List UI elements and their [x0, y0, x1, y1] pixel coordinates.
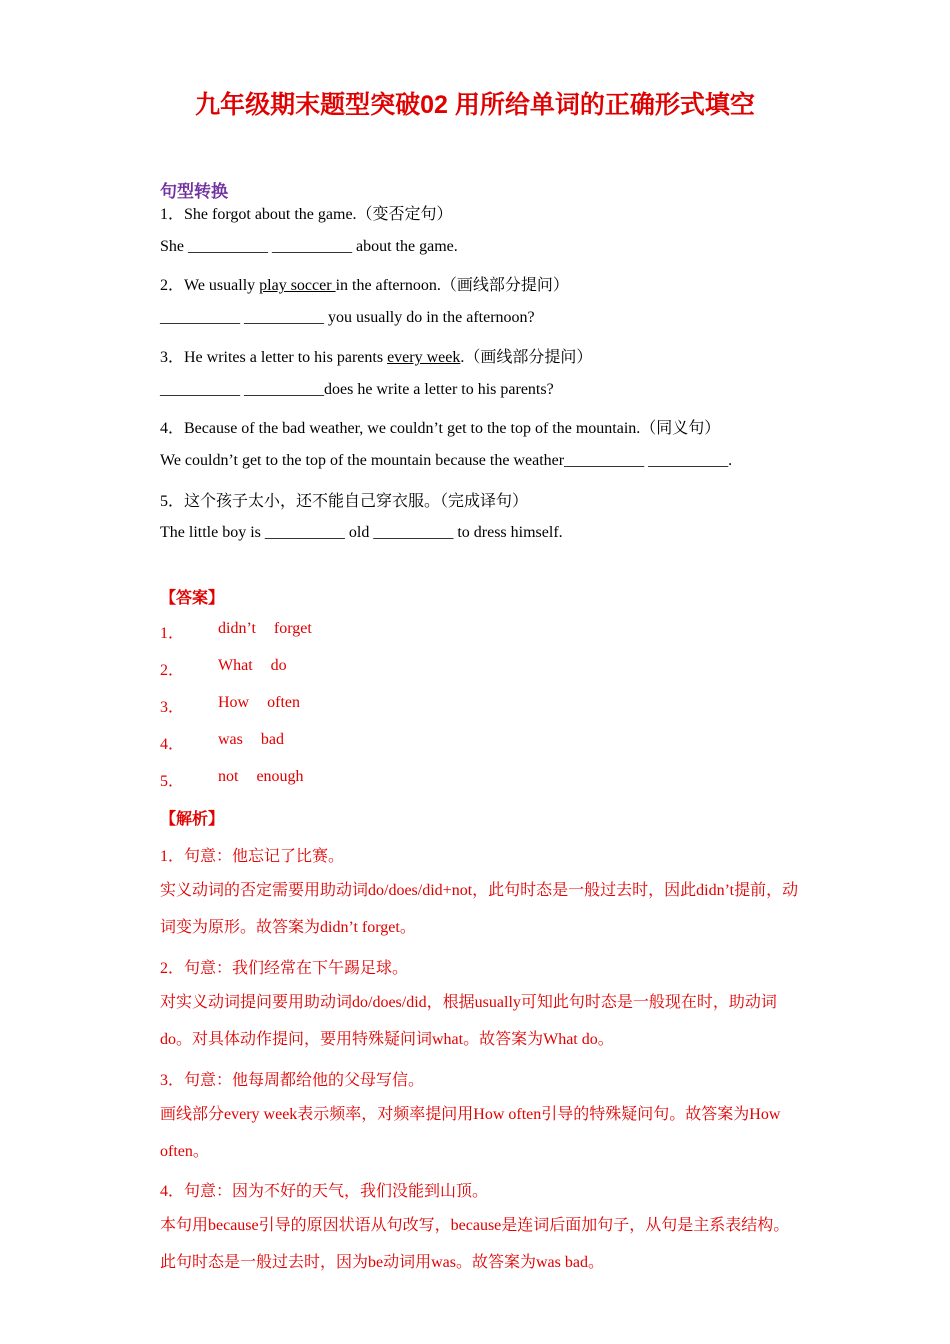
analysis-meaning: 2．句意：我们经常在下午踢足球。 — [160, 960, 409, 977]
analysis-explanation: 实义动词的否定需要用助动词do/does/did+not，此句时态是一般过去时，因此didn’t提前，动词变为原形。故答案为didn’t forget。 — [160, 882, 799, 936]
question-5: 5．这个孩子太小，还不能自己穿衣服。（完成译句） — [160, 493, 529, 510]
analysis-heading: 【解析】 — [160, 809, 225, 828]
answer-heading: 【答案】 — [160, 588, 225, 607]
question-2-before: 2．We usually — [160, 277, 260, 294]
question-4-fill: We couldn’t get to the top of the mountain because the weather__________ __________. — [160, 452, 733, 469]
question-3 — [160, 344, 592, 367]
analysis-meaning: 4．句意：因为不好的天气，我们没能到山顶。 — [160, 1183, 489, 1200]
section-heading: 句型转换 — [160, 182, 228, 202]
analysis-meaning: 1．句意：他忘记了比赛。 — [160, 848, 345, 865]
analysis-explanation: 对实义动词提问要用助动词do/does/did，根据usually可知此句时态是一般现在时，助动词do。对具体动作提问，要用特殊疑问词what。故答案为What do。 — [160, 994, 777, 1048]
answer-value: How often — [218, 694, 300, 711]
answer-number: 5． — [160, 773, 185, 790]
question-2 — [160, 272, 569, 295]
question-2-underlined: play soccer — [259, 277, 336, 294]
question-3-after: .（画线部分提问） — [460, 349, 593, 366]
question-3-underlined: every week — [387, 349, 461, 366]
analysis-meaning: 3．句意：他每周都给他的父母写信。 — [160, 1072, 425, 1089]
page-title: 九年级期末题型突破02 用所给单词的正确形式填空 — [195, 91, 755, 119]
question-1-fill: She __________ __________ about the game. — [160, 238, 458, 255]
answer-value: was bad — [218, 731, 284, 748]
question-5-fill: The little boy is __________ old __________ to dress himself. — [160, 524, 563, 541]
question-4: 4．Because of the bad weather, we couldn’t get to the top of the mountain.（同义句） — [160, 420, 721, 437]
question-1: 1．She forgot about the game.（变否定句） — [160, 206, 453, 223]
analysis-explanation: 画线部分every week表示频率，对频率提问用How often引导的特殊疑问句。故答案为How often。 — [160, 1106, 781, 1160]
answer-value: What do — [218, 657, 287, 674]
answer-number: 3． — [160, 699, 185, 716]
answer-value: not enough — [218, 768, 304, 785]
answer-number: 2． — [160, 662, 185, 679]
question-2-fill: __________ __________ you usually do in the afternoon? — [160, 309, 535, 326]
answer-number: 1． — [160, 625, 185, 642]
answer-number: 4． — [160, 736, 185, 753]
answer-value: didn’t forget — [218, 620, 312, 637]
question-3-fill: __________ __________does he write a letter to his parents? — [160, 381, 554, 398]
analysis-explanation: 本句用because引导的原因状语从句改写，because是连词后面加句子，从句是主系表结构。此句时态是一般过去时，因为be动词用was。故答案为was bad。 — [160, 1217, 790, 1271]
question-3-before: 3．He writes a letter to his parents — [160, 349, 388, 366]
question-2-after: in the afternoon.（画线部分提问） — [335, 277, 569, 294]
